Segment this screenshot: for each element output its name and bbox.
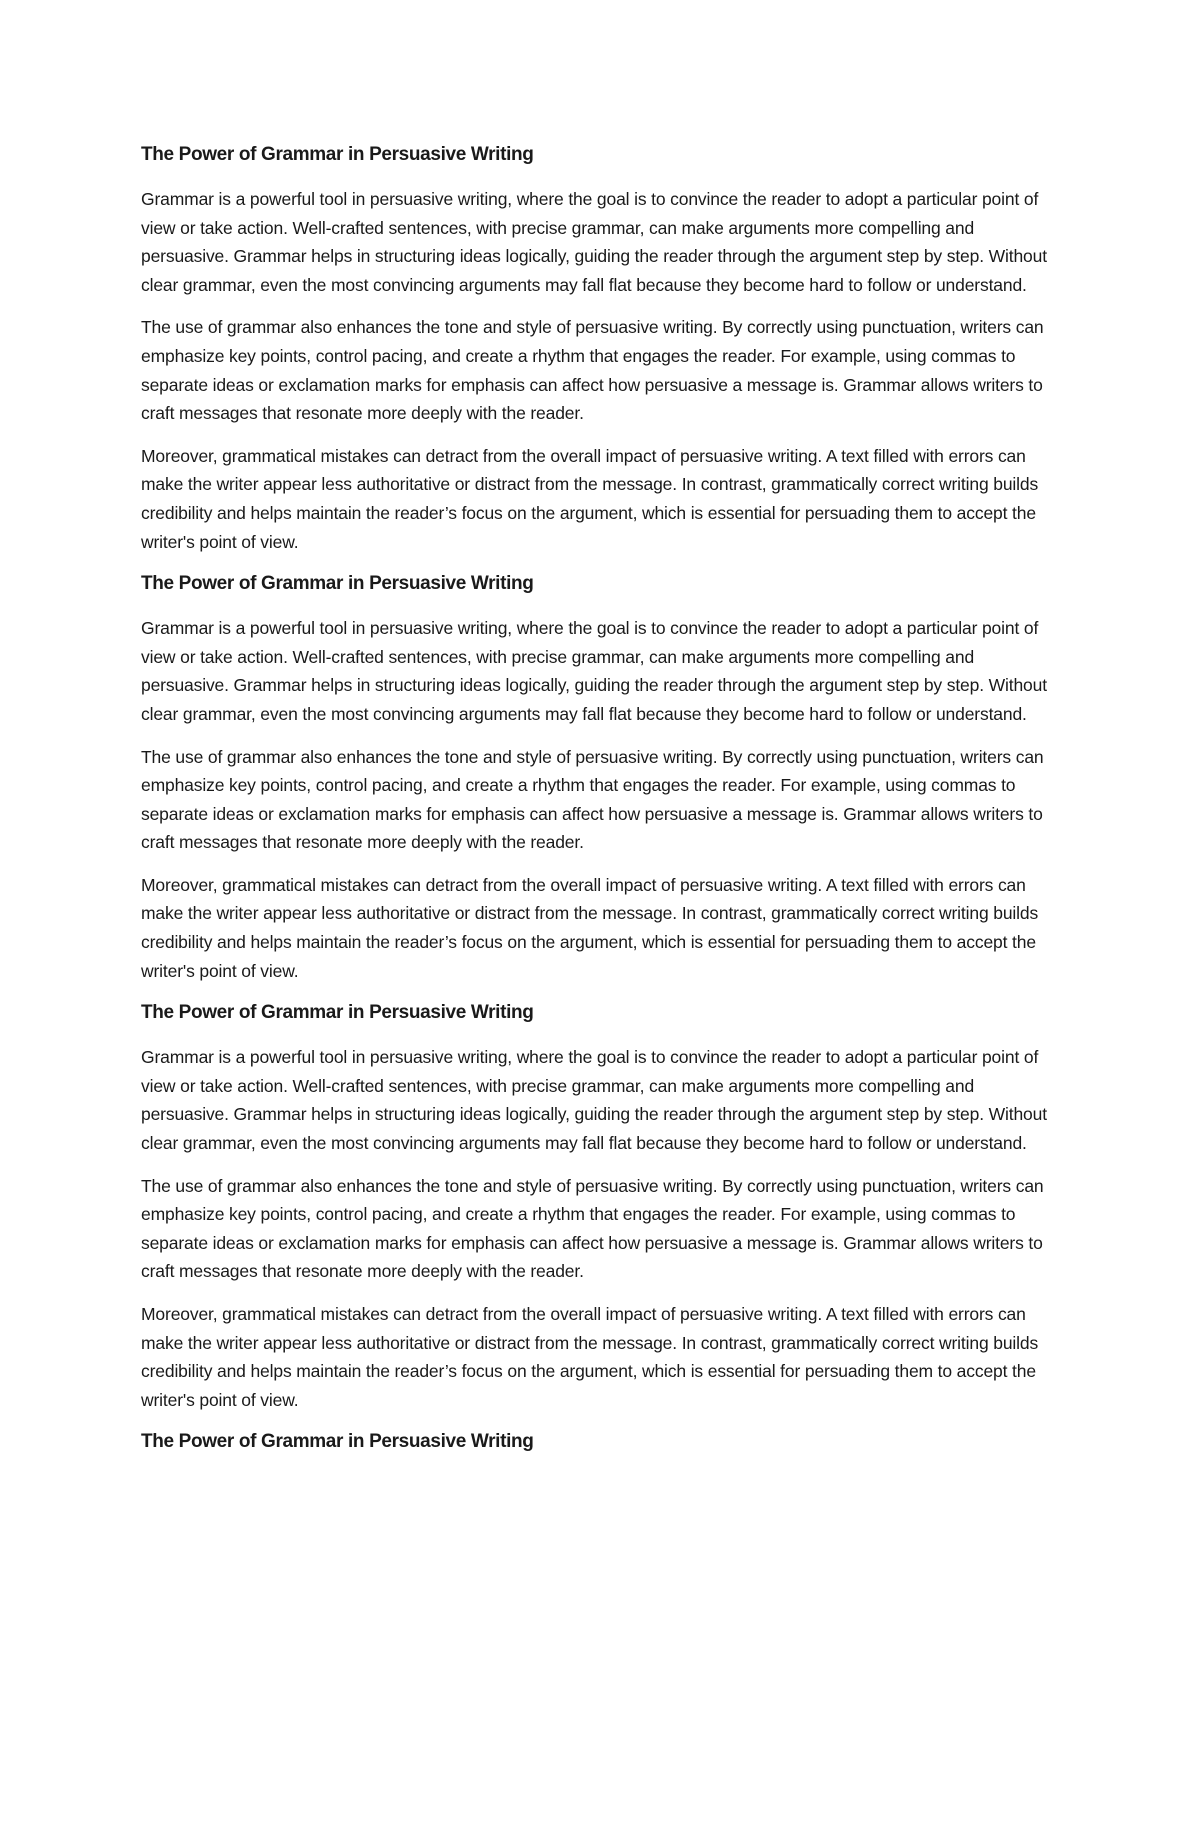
section-heading: The Power of Grammar in Persuasive Writing: [141, 1002, 534, 1024]
document-body: [141, 141, 1066, 1472]
paragraph: Moreover, grammatical mistakes can detract from the overall impact of persuasive writing. A text filled with errors can make the writer appear less authoritative or distract from the message. In contrast, grammatically correct writing builds credibility and helps maintain the reader’s focus on the argument, which is essential for persuading them to accept the writer's point of view.: [141, 1304, 1039, 1410]
paragraph: Moreover, grammatical mistakes can detract from the overall impact of persuasive writing. A text filled with errors can make the writer appear less authoritative or distract from the message. In contrast, grammatically correct writing builds credibility and helps maintain the reader’s focus on the argument, which is essential for persuading them to accept the writer's point of view.: [141, 874, 1039, 981]
section-heading: The Power of Grammar in Persuasive Writing: [141, 1431, 534, 1453]
paragraph: The use of grammar also enhances the tone and style of persuasive writing. By correctly using punctuation, writers can emphasize key points, control pacing, and create a rhythm that engages the reader. For example, using commas to separate ideas or exclamation marks for emphasis can affect how persuasive a message is. Grammar allows writers to craft messages that resonate more deeply with the reader.: [141, 317, 1044, 424]
section-1: [141, 141, 1066, 556]
section-2: [141, 570, 1066, 985]
section-heading: The Power of Grammar in Persuasive Writing: [141, 144, 534, 165]
section-3: [141, 999, 1066, 1414]
section-4: [141, 1428, 1066, 1456]
paragraph: Grammar is a powerful tool in persuasive writing, where the goal is to convince the reader to adopt a particular point of view or take action. Well-crafted sentences, with precise grammar, can make arguments more compelling and persuasive. Grammar helps in structuring ideas logically, guiding the reader through the argument step by step. Without clear grammar, even the most convincing arguments may fall flat because they become hard to follow or understand.: [141, 618, 1047, 724]
paragraph: Grammar is a powerful tool in persuasive writing, where the goal is to convince the reader to adopt a particular point of view or take action. Well-crafted sentences, with precise grammar, can make arguments more compelling and persuasive. Grammar helps in structuring ideas logically, guiding the reader through the argument step by step. Without clear grammar, even the most convincing arguments may fall flat because they become hard to follow or understand.: [141, 189, 1047, 295]
paragraph: The use of grammar also enhances the tone and style of persuasive writing. By correctly using punctuation, writers can emphasize key points, control pacing, and create a rhythm that engages the reader. For example, using commas to separate ideas or exclamation marks for emphasis can affect how persuasive a message is. Grammar allows writers to craft messages that resonate more deeply with the reader.: [141, 746, 1044, 853]
paragraph: Grammar is a powerful tool in persuasive writing, where the goal is to convince the reader to adopt a particular point of view or take action. Well-crafted sentences, with precise grammar, can make arguments more compelling and persuasive. Grammar helps in structuring ideas logically, guiding the reader through the argument step by step. Without clear grammar, even the most convincing arguments may fall flat because they become hard to follow or understand.: [141, 1047, 1047, 1154]
section-heading: The Power of Grammar in Persuasive Writing: [141, 573, 534, 595]
paragraph: Moreover, grammatical mistakes can detract from the overall impact of persuasive writing. A text filled with errors can make the writer appear less authoritative or distract from the message. In contrast, grammatically correct writing builds credibility and helps maintain the reader’s focus on the argument, which is essential for persuading them to accept the writer's point of view.: [141, 445, 1039, 552]
paragraph: The use of grammar also enhances the tone and style of persuasive writing. By correctly using punctuation, writers can emphasize key points, control pacing, and create a rhythm that engages the reader. For example, using commas to separate ideas or exclamation marks for emphasis can affect how persuasive a message is. Grammar allows writers to craft messages that resonate more deeply with the reader.: [141, 1175, 1044, 1282]
